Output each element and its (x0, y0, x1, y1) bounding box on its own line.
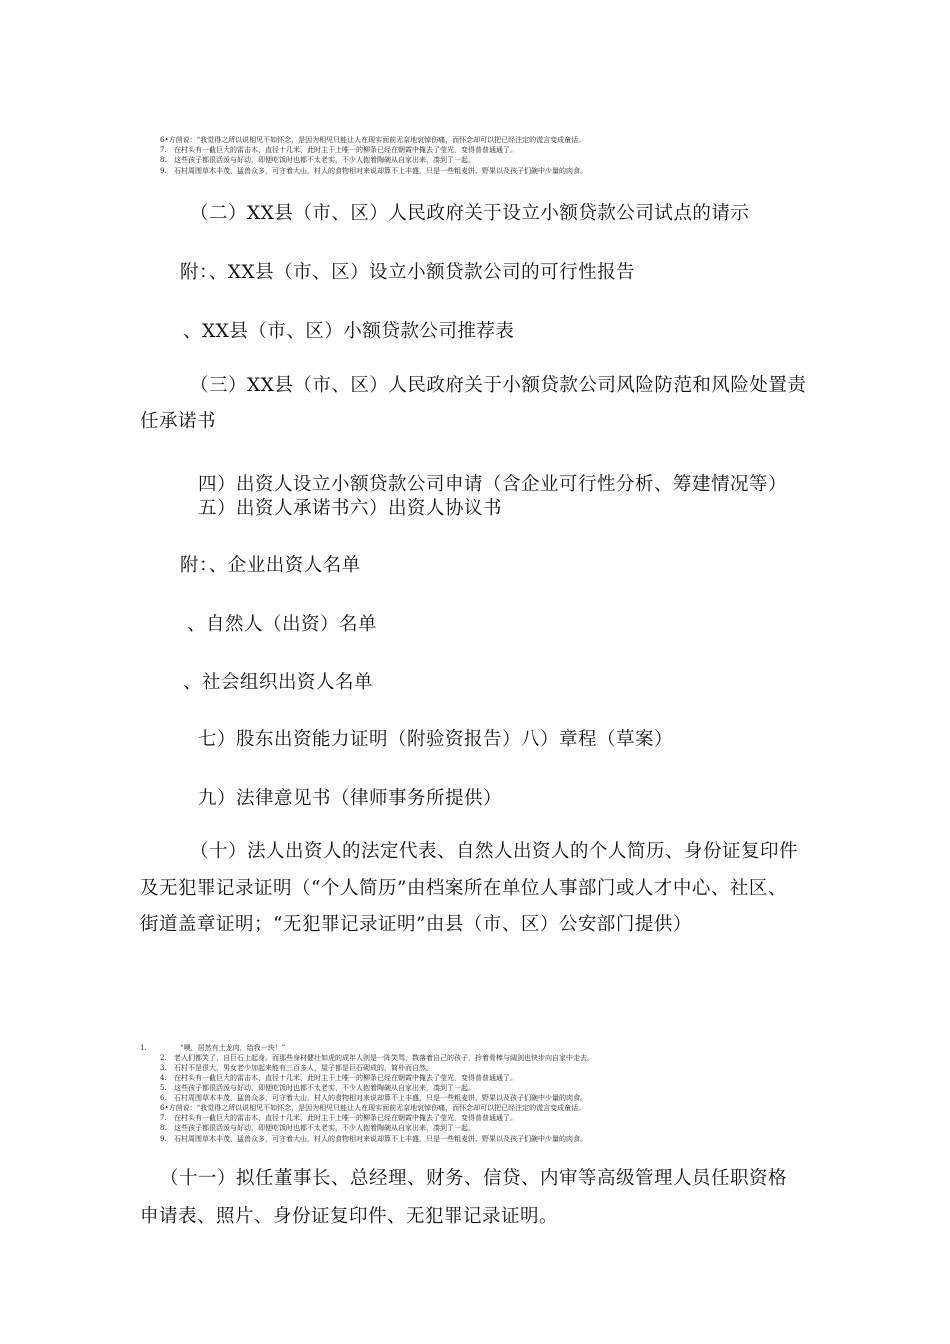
section-10-cont-2: 街道盖章证明；“无犯罪记录证明”由县（市、区）公安部门提供） (140, 914, 692, 935)
section-6-attachment-2: 、自然人（出资）名单 (187, 614, 378, 635)
bottom-note-4: 4. 在村头有一截巨大的雷击木，直径十几米，此时主干上唯一的柳条已经在朝霞中掩去了莹光，变得普普通通了。 (160, 1074, 517, 1082)
section-9-title: 九）法律意见书（律师事务所提供） (198, 788, 503, 809)
section-3-title-cont: 任承诺书 (140, 411, 217, 432)
bottom-note-1: 1. “噢，居然有土龙肉，给我一块！” (140, 1044, 286, 1052)
bottom-note-7: 6•方茴说：“我觉得之所以说相见不如怀念，是因为相见只能让人在现实面前无奈地哀悼伤痛，而怀念却可以把已经注定的谎言变成童话。 (160, 1104, 586, 1112)
bottom-note-3: 3. 石村不是很大，男女老少加起来能有三百多人，屋子都是巨石砌成的，简朴而自然。 (160, 1064, 433, 1072)
section-7-8-title: 七）股东出资能力证明（附验资报告）八）章程（草案） (198, 729, 674, 750)
section-11-title: （十一）拟任董事长、总经理、财务、信贷、内审等高级管理人员任职资格 (160, 1168, 788, 1189)
bottom-note-5: 5. 这些孩子都很活泼与好动，即便吃饭时也都不太老实，不少人抱着陶碗从自家出来，凑到了一起。 (160, 1084, 475, 1092)
bottom-note-6: 6. 石村周围草木丰茂，猛兽众多，可守着大山，村人的食物相对来说却算不上丰盛，只是一些粗麦饼、野果以及孩子们碗中少量的肉食。 (160, 1094, 587, 1102)
section-3-title: （三）XX县（市、区）人民政府关于小额贷款公司风险防范和风险处置责 (190, 375, 807, 396)
top-note-2: 7. 在村头有一截巨大的雷击木，直径十几米，此时主干上唯一的柳条已经在朝霞中掩去了莹光，变得普普通通了。 (160, 146, 517, 154)
section-2-attachment-2: 、XX县（市、区）小额贷款公司推荐表 (183, 321, 515, 342)
section-10-cont-1: 及无犯罪记录证明（“个人简历”由档案所在单位人事部门或人才中心、社区、 (140, 878, 787, 899)
section-4-title: 四）出资人设立小额贷款公司申请（含企业可行性分析、筹建情况等） (198, 474, 788, 495)
bottom-note-2: 2. 老人们都笑了，自巨石上起身。而那些身材健壮如虎的成年人则是一阵笑骂，数落着自己的孩子，拎着骨棒与阔剑也快步向自家中走去。 (160, 1054, 594, 1062)
section-10-title: （十）法人出资人的法定代表、自然人出资人的个人简历、身份证复印件 (190, 841, 799, 862)
section-6-attachment-1: 附：、企业出资人名单 (180, 555, 361, 576)
top-note-4: 9. 石村周围草木丰茂，猛兽众多，可守着大山，村人的食物相对来说却算不上丰盛，只是一些粗麦饼、野果以及孩子们碗中少量的肉食。 (160, 167, 587, 175)
section-6-attachment-3: 、社会组织出资人名单 (183, 672, 374, 693)
bottom-note-10: 9. 石村周围草木丰茂，猛兽众多，可守着大山，村人的食物相对来说却算不上丰盛，只是一些粗麦饼、野果以及孩子们碗中少量的肉食。 (160, 1135, 587, 1143)
bottom-note-8: 7. 在村头有一截巨大的雷击木，直径十几米，此时主干上唯一的柳条已经在朝霞中掩去了莹光，变得普普通通了。 (160, 1114, 517, 1122)
section-5-6-title: 五）出资人承诺书六）出资人协议书 (198, 498, 503, 519)
section-2-title: （二）XX县（市、区）人民政府关于设立小额贷款公司试点的请示 (190, 203, 750, 224)
top-note-3: 8. 这些孩子都很活泼与好动，即便吃饭时也都不太老实，不少人抱着陶碗从自家出来，凑到了一起。 (160, 156, 475, 164)
bottom-note-9: 8. 这些孩子都很活泼与好动，即便吃饭时也都不太老实，不少人抱着陶碗从自家出来，凑到了一起。 (160, 1124, 475, 1132)
section-2-attachment-1: 附：、XX县（市、区）设立小额贷款公司的可行性报告 (180, 262, 636, 283)
top-note-1: 6•方茴说：“我觉得之所以说相见不如怀念，是因为相见只能让人在现实面前无奈地哀悼伤痛，而怀念却可以把已经注定的谎言变成童话。 (160, 136, 586, 144)
section-11-cont: 申请表、照片、身份证复印件、无犯罪记录证明。 (140, 1206, 559, 1227)
